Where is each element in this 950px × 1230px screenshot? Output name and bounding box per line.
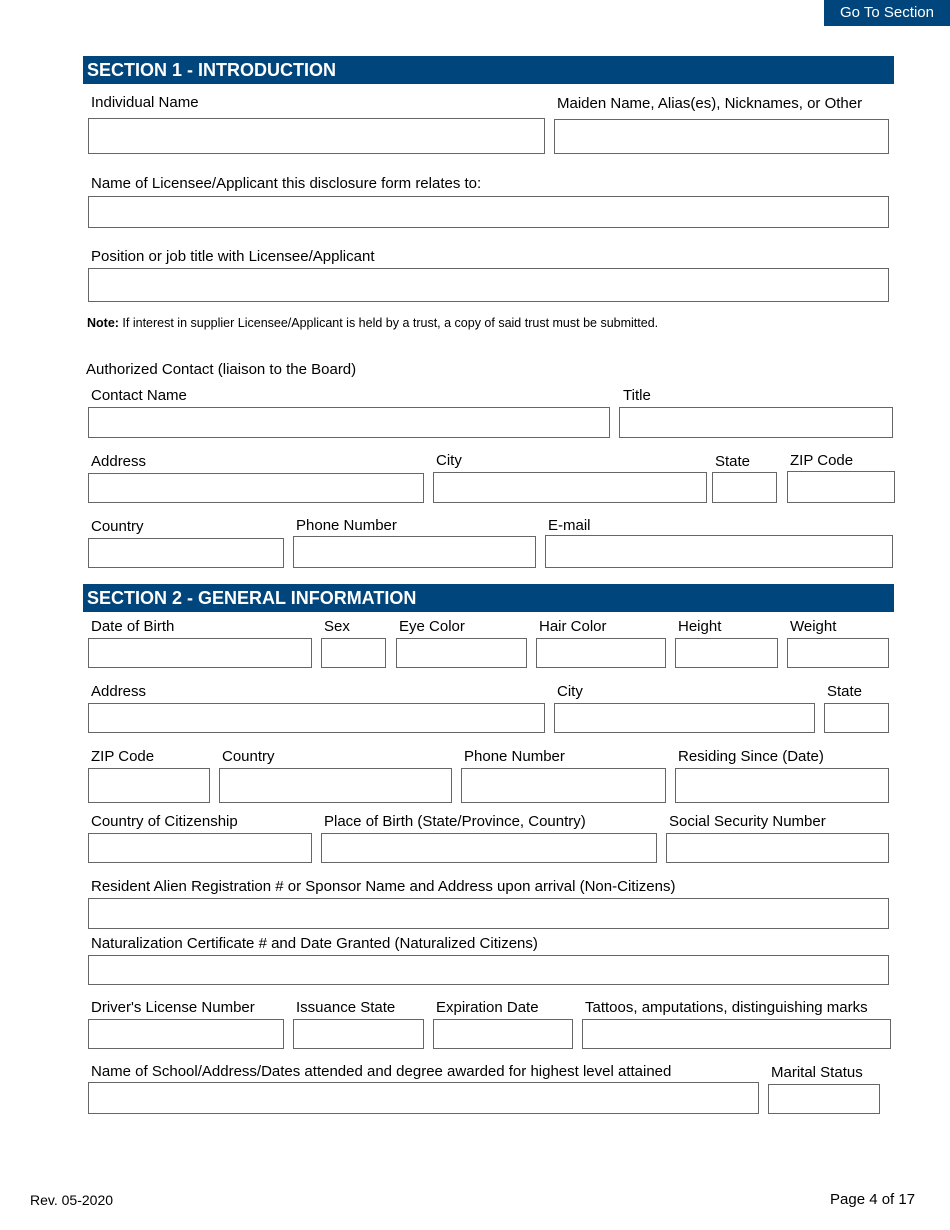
residing-since-input[interactable] bbox=[675, 768, 889, 803]
contact-phone-label: Phone Number bbox=[296, 517, 397, 534]
citizenship-input[interactable] bbox=[88, 833, 312, 863]
contact-name-label: Contact Name bbox=[91, 387, 187, 404]
section-1-header: SECTION 1 - INTRODUCTION bbox=[83, 56, 894, 84]
section-2-header: SECTION 2 - GENERAL INFORMATION bbox=[83, 584, 894, 612]
city-label: City bbox=[557, 683, 583, 700]
trust-note bbox=[87, 316, 658, 330]
tattoos-label: Tattoos, amputations, distinguishing marks bbox=[585, 999, 868, 1016]
place-of-birth-label: Place of Birth (State/Province, Country) bbox=[324, 813, 586, 830]
zip-label: ZIP Code bbox=[91, 748, 155, 765]
city-input[interactable] bbox=[554, 703, 815, 733]
go-to-section-button[interactable]: Go To Section bbox=[824, 0, 950, 26]
ssn-label: Social Security Number bbox=[669, 813, 826, 830]
position-input[interactable] bbox=[88, 268, 889, 302]
naturalization-label: Naturalization Certificate # and Date Granted (Naturalized Citizens) bbox=[91, 935, 538, 952]
drivers-license-input[interactable] bbox=[88, 1019, 284, 1049]
contact-title-input[interactable] bbox=[619, 407, 893, 438]
contact-name-input[interactable] bbox=[88, 407, 610, 438]
school-label: Name of School/Address/Dates attended and degree awarded for highest level attained bbox=[91, 1063, 672, 1080]
position-label: Position or job title with Licensee/Applicant bbox=[91, 248, 375, 265]
place-of-birth-input[interactable] bbox=[321, 833, 657, 863]
country-input[interactable] bbox=[219, 768, 452, 803]
individual-name-input[interactable] bbox=[88, 118, 545, 154]
note-text: If interest in supplier Licensee/Applicant is held by a trust, a copy of said trust must be submitted. bbox=[118, 316, 659, 330]
contact-state-label: State bbox=[715, 453, 751, 470]
contact-email-input[interactable] bbox=[545, 535, 893, 568]
issuance-state-label: Issuance State bbox=[296, 999, 396, 1016]
hair-color-label: Hair Color bbox=[539, 618, 607, 635]
contact-zip-label: ZIP Code bbox=[790, 452, 854, 469]
maiden-name-label: Maiden Name, Alias(es), Nicknames, or Other bbox=[557, 95, 863, 112]
drivers-license-label: Driver's License Number bbox=[91, 999, 255, 1016]
contact-address-input[interactable] bbox=[88, 473, 424, 503]
issuance-state-input[interactable] bbox=[293, 1019, 424, 1049]
school-input[interactable] bbox=[88, 1082, 759, 1114]
note-bold: Note: bbox=[87, 316, 119, 330]
residing-since-label: Residing Since (Date) bbox=[678, 748, 824, 765]
phone-label: Phone Number bbox=[464, 748, 565, 765]
phone-input[interactable] bbox=[461, 768, 666, 803]
sex-label: Sex bbox=[324, 618, 350, 635]
contact-state-input[interactable] bbox=[712, 472, 777, 503]
contact-city-input[interactable] bbox=[433, 472, 707, 503]
weight-input[interactable] bbox=[787, 638, 889, 668]
dob-input[interactable] bbox=[88, 638, 312, 668]
alien-reg-input[interactable] bbox=[88, 898, 889, 929]
licensee-name-label: Name of Licensee/Applicant this disclosure form relates to: bbox=[91, 175, 482, 192]
tattoos-input[interactable] bbox=[582, 1019, 891, 1049]
alien-reg-label: Resident Alien Registration # or Sponsor Name and Address upon arrival (Non-Citizens) bbox=[91, 878, 676, 895]
ssn-input[interactable] bbox=[666, 833, 889, 863]
address-label: Address bbox=[91, 683, 147, 700]
revision-text: Rev. 05-2020 bbox=[30, 1192, 114, 1208]
weight-label: Weight bbox=[790, 618, 837, 635]
marital-status-label: Marital Status bbox=[771, 1064, 863, 1081]
page-number: Page 4 of 17 bbox=[830, 1191, 916, 1208]
country-label: Country bbox=[222, 748, 275, 765]
zip-input[interactable] bbox=[88, 768, 210, 803]
naturalization-input[interactable] bbox=[88, 955, 889, 985]
contact-zip-input[interactable] bbox=[787, 471, 895, 503]
contact-country-label: Country bbox=[91, 518, 144, 535]
contact-country-input[interactable] bbox=[88, 538, 284, 568]
eye-color-label: Eye Color bbox=[399, 618, 465, 635]
hair-color-input[interactable] bbox=[536, 638, 666, 668]
marital-status-input[interactable] bbox=[768, 1084, 880, 1114]
contact-address-label: Address bbox=[91, 453, 147, 470]
state-input[interactable] bbox=[824, 703, 889, 733]
authorized-contact-heading: Authorized Contact (liaison to the Board) bbox=[86, 361, 357, 378]
dob-label: Date of Birth bbox=[91, 618, 175, 635]
contact-title-label: Title bbox=[623, 387, 651, 404]
contact-phone-input[interactable] bbox=[293, 536, 536, 568]
height-input[interactable] bbox=[675, 638, 778, 668]
contact-city-label: City bbox=[436, 452, 462, 469]
expiration-date-label: Expiration Date bbox=[436, 999, 539, 1016]
height-label: Height bbox=[678, 618, 722, 635]
sex-input[interactable] bbox=[321, 638, 386, 668]
address-input[interactable] bbox=[88, 703, 545, 733]
expiration-date-input[interactable] bbox=[433, 1019, 573, 1049]
citizenship-label: Country of Citizenship bbox=[91, 813, 238, 830]
maiden-name-input[interactable] bbox=[554, 119, 889, 154]
eye-color-input[interactable] bbox=[396, 638, 527, 668]
contact-email-label: E-mail bbox=[548, 517, 591, 534]
licensee-name-input[interactable] bbox=[88, 196, 889, 228]
individual-name-label: Individual Name bbox=[91, 94, 199, 111]
state-label: State bbox=[827, 683, 863, 700]
